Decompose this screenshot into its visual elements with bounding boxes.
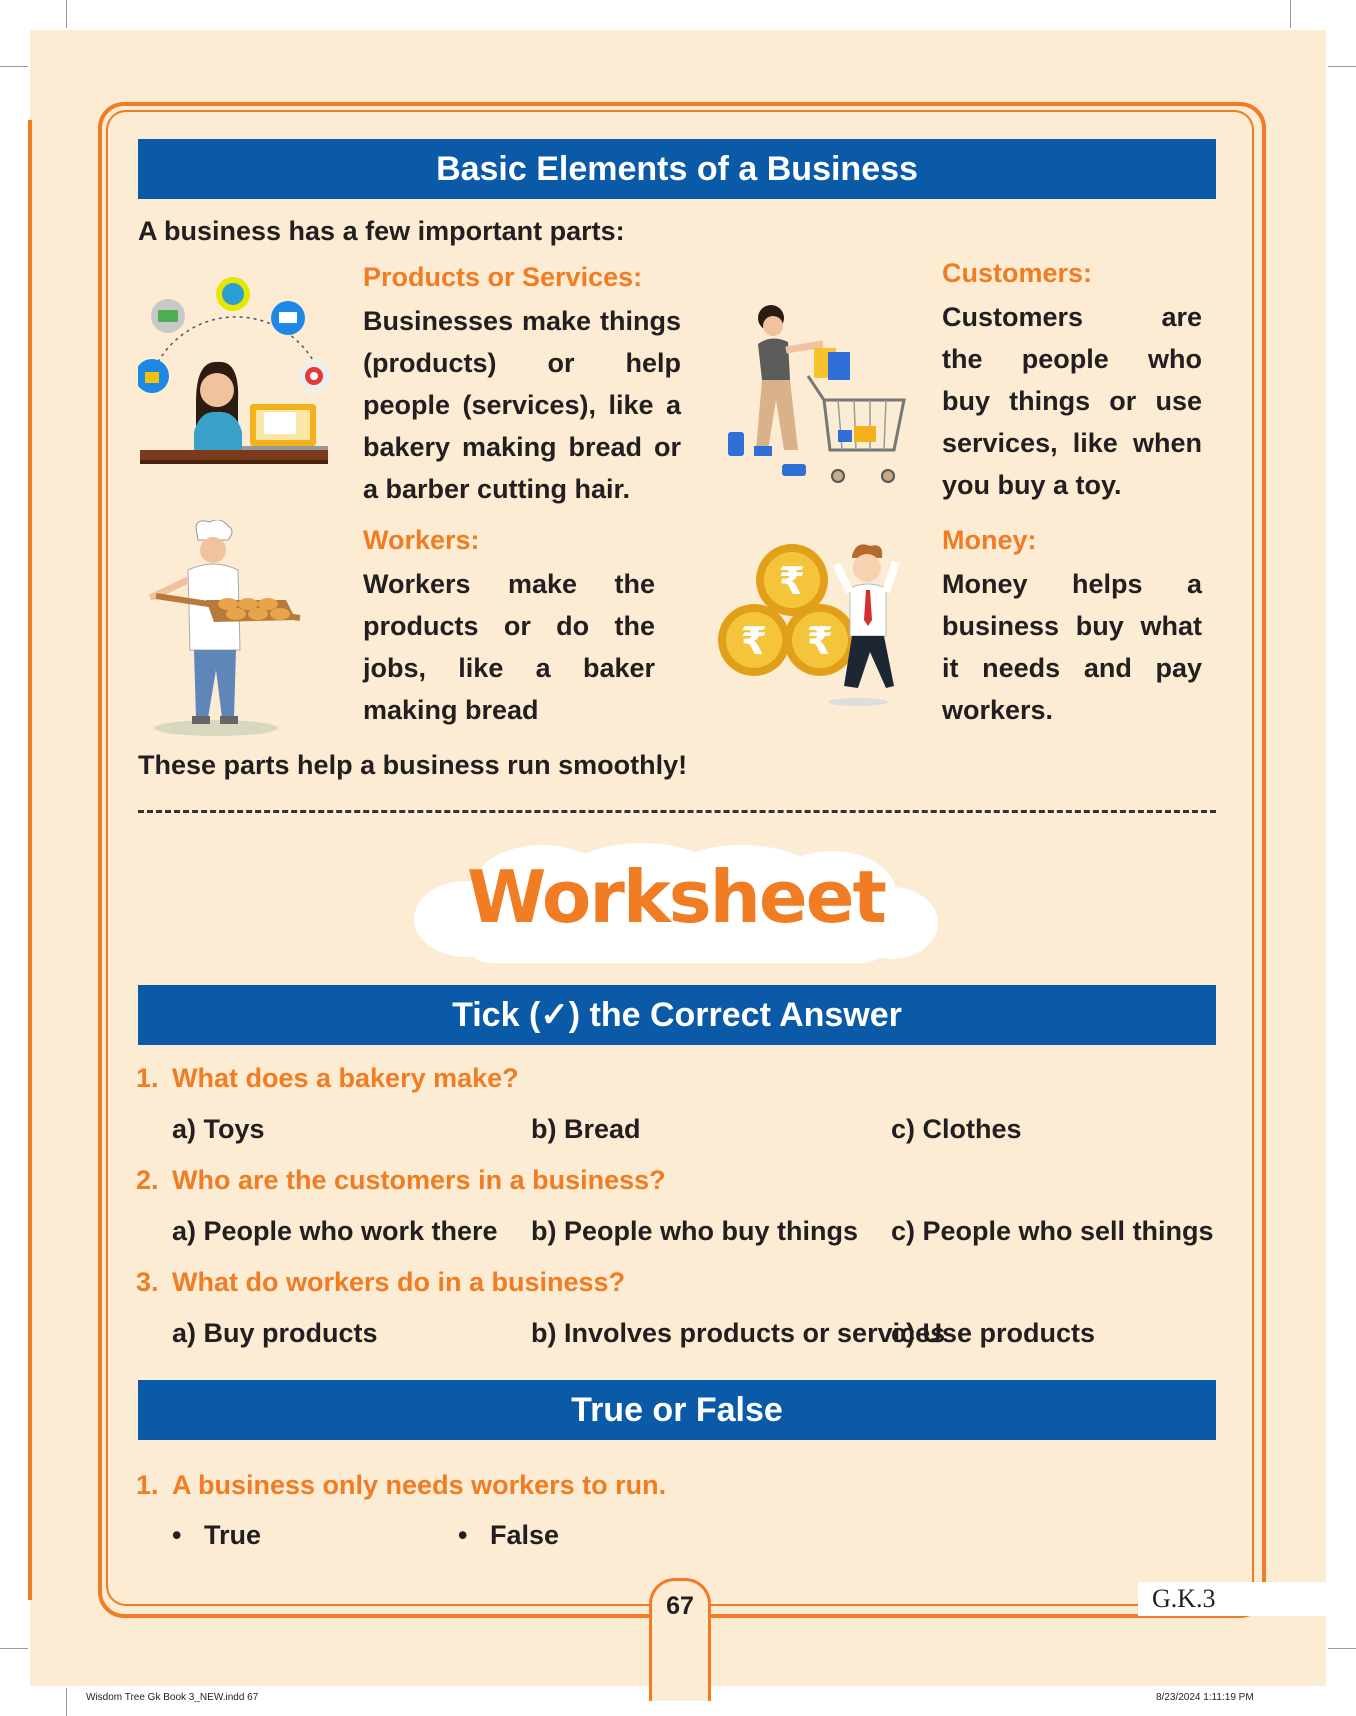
money-line: business buy what xyxy=(942,611,1202,641)
tick-section-bar xyxy=(138,985,1216,1045)
book-code-box xyxy=(1138,1582,1326,1616)
left-edge-stripe xyxy=(28,120,32,1600)
worksheet-title: Worksheet xyxy=(467,855,885,939)
tick-section-title: Tick (✓) the Correct Answer xyxy=(452,996,902,1034)
tf-section-title: True or False xyxy=(571,1391,783,1429)
svg-text:₹: ₹ xyxy=(778,559,806,603)
answer-option[interactable]: b) Involves products or services xyxy=(531,1318,946,1348)
question-number: 3. xyxy=(136,1267,159,1297)
svg-text:₹: ₹ xyxy=(806,619,834,663)
bullet-icon: • xyxy=(172,1520,182,1550)
dashed-divider xyxy=(138,810,1216,813)
customers-line: services, like when xyxy=(942,428,1202,458)
customers-paragraph xyxy=(942,296,1202,506)
answer-option[interactable]: b) People who buy things xyxy=(531,1216,858,1246)
money-line: Money helps a xyxy=(942,569,1202,599)
customers-line: you buy a toy. xyxy=(942,470,1122,500)
true-option[interactable] xyxy=(172,1520,261,1551)
answer-option[interactable]: c) Clothes xyxy=(891,1114,1022,1144)
products-paragraph xyxy=(363,300,681,510)
customers-line: the people who xyxy=(942,344,1202,374)
crop-mark xyxy=(0,66,28,67)
section-title-bar xyxy=(138,139,1216,199)
products-line: bakery making bread or xyxy=(363,432,681,462)
baker-illustration xyxy=(136,520,306,738)
question-text: A business only needs workers to run. xyxy=(172,1470,667,1500)
answer-option[interactable]: a) Buy products xyxy=(172,1318,378,1348)
crop-mark xyxy=(1328,66,1356,67)
customers-line: buy things or use xyxy=(942,386,1202,416)
workers-paragraph xyxy=(363,563,655,731)
answer-option[interactable]: c) People who sell things xyxy=(891,1216,1214,1246)
workers-heading: Workers: xyxy=(363,525,480,555)
products-line: (products) or help xyxy=(363,348,681,378)
crop-mark xyxy=(66,1688,67,1716)
money-heading: Money: xyxy=(942,525,1037,555)
tf-section-bar xyxy=(138,1380,1216,1440)
customers-line: Customers are xyxy=(942,302,1202,332)
money-line: it needs and pay xyxy=(942,653,1202,683)
true-label: True xyxy=(203,1520,261,1550)
products-line: Businesses make things xyxy=(363,306,681,336)
closing-text: These parts help a business run smoothly! xyxy=(138,750,688,780)
question-number: 2. xyxy=(136,1165,159,1195)
money-paragraph xyxy=(942,563,1202,731)
question-text: What do workers do in a business? xyxy=(172,1267,626,1297)
footer-file: Wisdom Tree Gk Book 3_NEW.indd 67 xyxy=(86,1692,259,1703)
answer-option[interactable]: b) Bread xyxy=(531,1114,641,1144)
products-line: a barber cutting hair. xyxy=(363,474,631,504)
crop-mark xyxy=(66,0,67,28)
money-illustration xyxy=(718,540,904,708)
false-option[interactable] xyxy=(458,1520,559,1551)
answer-option[interactable]: a) Toys xyxy=(172,1114,265,1144)
shopper-illustration xyxy=(728,300,914,496)
svg-text:₹: ₹ xyxy=(740,619,768,663)
crop-mark xyxy=(0,1648,28,1649)
book-code: G.K.3 xyxy=(1152,1584,1216,1613)
question-number: 1. xyxy=(136,1470,159,1500)
question-number: 1. xyxy=(136,1063,159,1093)
crop-mark xyxy=(1328,1648,1356,1649)
money-line: workers. xyxy=(942,695,1054,725)
intro-text: A business has a few important parts: xyxy=(138,216,625,246)
page-number: 67 xyxy=(666,1592,694,1620)
products-heading: Products or Services: xyxy=(363,262,643,292)
workers-line: products or do the xyxy=(363,611,655,641)
products-line: people (services), like a xyxy=(363,390,681,420)
workers-line: Workers make the xyxy=(363,569,655,599)
workers-line: making bread xyxy=(363,695,539,725)
bullet-icon: • xyxy=(458,1520,468,1550)
answer-option[interactable]: a) People who work there xyxy=(172,1216,498,1246)
section-title: Basic Elements of a Business xyxy=(436,150,918,188)
workers-line: jobs, like a baker xyxy=(363,653,655,683)
crop-mark xyxy=(1290,0,1291,28)
footer-timestamp: 8/23/2024 1:11:19 PM xyxy=(1156,1692,1254,1703)
question-text: Who are the customers in a business? xyxy=(172,1165,666,1195)
question-text: What does a bakery make? xyxy=(172,1063,519,1093)
customers-heading: Customers: xyxy=(942,258,1093,288)
answer-option[interactable]: c) Use products xyxy=(891,1318,1096,1348)
office-worker-illustration xyxy=(138,272,334,474)
false-label: False xyxy=(489,1520,560,1550)
